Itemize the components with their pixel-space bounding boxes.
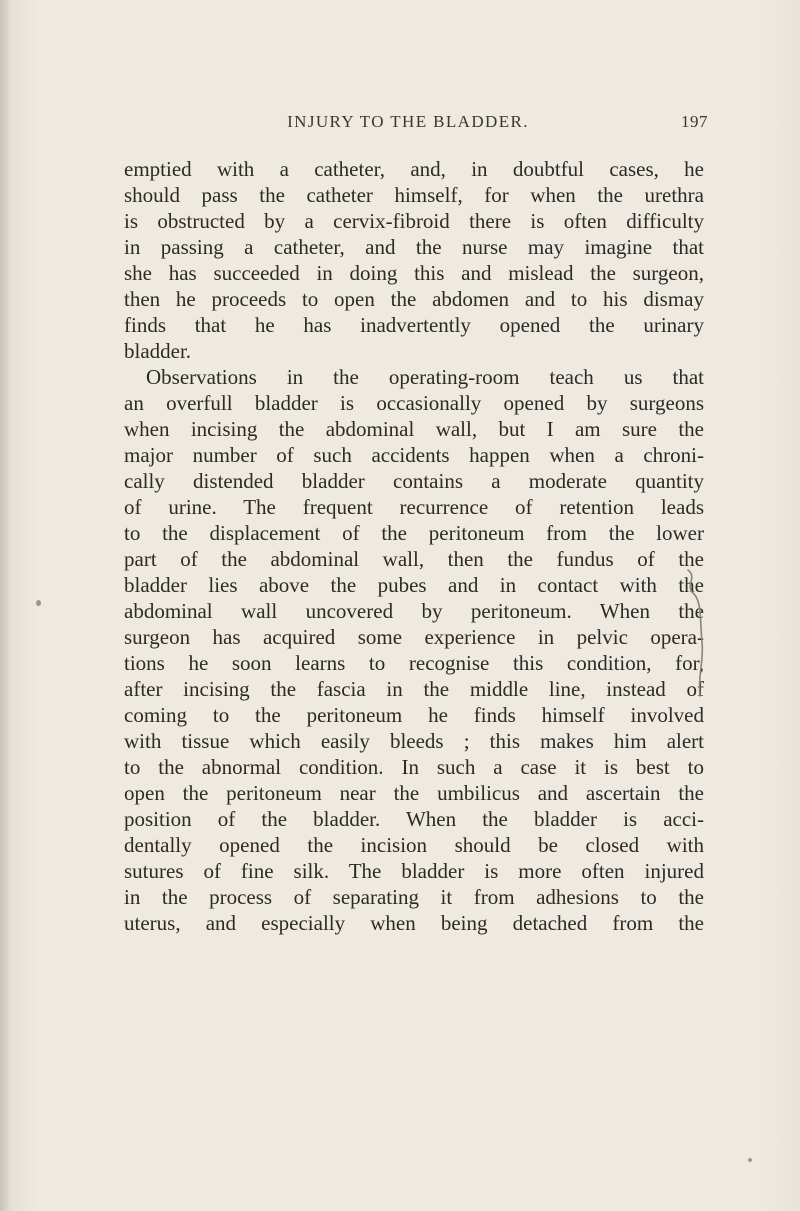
text-line: bladder.	[124, 339, 192, 363]
text-line: surgeon has acquired some experience in pelvic opera-	[124, 625, 704, 649]
body-text	[124, 156, 704, 936]
text-line: in passing a catheter, and the nurse may imagine that	[124, 235, 704, 259]
text-line: should pass the catheter himself, for when the urethra	[124, 183, 704, 207]
text-line: finds that he has inadvertently opened the urinary	[124, 313, 704, 337]
text-line: to the displacement of the peritoneum from the lower	[124, 521, 704, 545]
text-line: after incising the fascia in the middle line, instead of	[124, 677, 704, 701]
text-line: she has succeeded in doing this and mislead the surgeon,	[124, 261, 704, 285]
page-number: 197	[681, 112, 708, 131]
text-line: tions he soon learns to recognise this condition, for,	[124, 651, 704, 675]
running-title: INJURY TO THE BLADDER.	[287, 112, 529, 131]
text-line: open the peritoneum near the umbilicus and ascertain the	[124, 781, 704, 805]
text-line: emptied with a catheter, and, in doubtful cases, he	[124, 157, 704, 181]
text-line: Observations in the operating-room teach us that	[146, 365, 704, 389]
text-line: then he proceeds to open the abdomen and to his dismay	[124, 287, 704, 311]
text-line: is obstructed by a cervix-fibroid there is often difficulty	[124, 209, 704, 233]
text-line: uterus, and especially when being detached from the	[124, 911, 704, 935]
paper-speck	[36, 600, 41, 606]
text-line: to the abnormal condition. In such a case it is best to	[124, 755, 704, 779]
running-head	[108, 112, 708, 136]
text-line: of urine. The frequent recurrence of retention leads	[124, 495, 704, 519]
text-line: sutures of fine silk. The bladder is more often injured	[124, 859, 704, 883]
text-line: bladder lies above the pubes and in contact with the	[124, 573, 704, 597]
text-line: part of the abdominal wall, then the fundus of the	[124, 547, 704, 571]
text-line: position of the bladder. When the bladder is acci-	[124, 807, 704, 831]
text-line: an overfull bladder is occasionally opened by surgeons	[124, 391, 704, 415]
text-line: in the process of separating it from adhesions to the	[124, 885, 704, 909]
gutter-shadow	[0, 0, 10, 1211]
text-line: abdominal wall uncovered by peritoneum. When the	[124, 599, 704, 623]
text-line: coming to the peritoneum he finds himself involved	[124, 703, 704, 727]
text-line: cally distended bladder contains a moderate quantity	[124, 469, 704, 493]
margin-pencil-mark	[676, 564, 706, 704]
text-line: major number of such accidents happen when a chroni-	[124, 443, 704, 467]
text-line: dentally opened the incision should be closed with	[124, 833, 704, 857]
paper-speck	[748, 1158, 752, 1162]
text-line: when incising the abdominal wall, but I am sure the	[124, 417, 704, 441]
text-line: with tissue which easily bleeds ; this makes him alert	[124, 729, 704, 753]
